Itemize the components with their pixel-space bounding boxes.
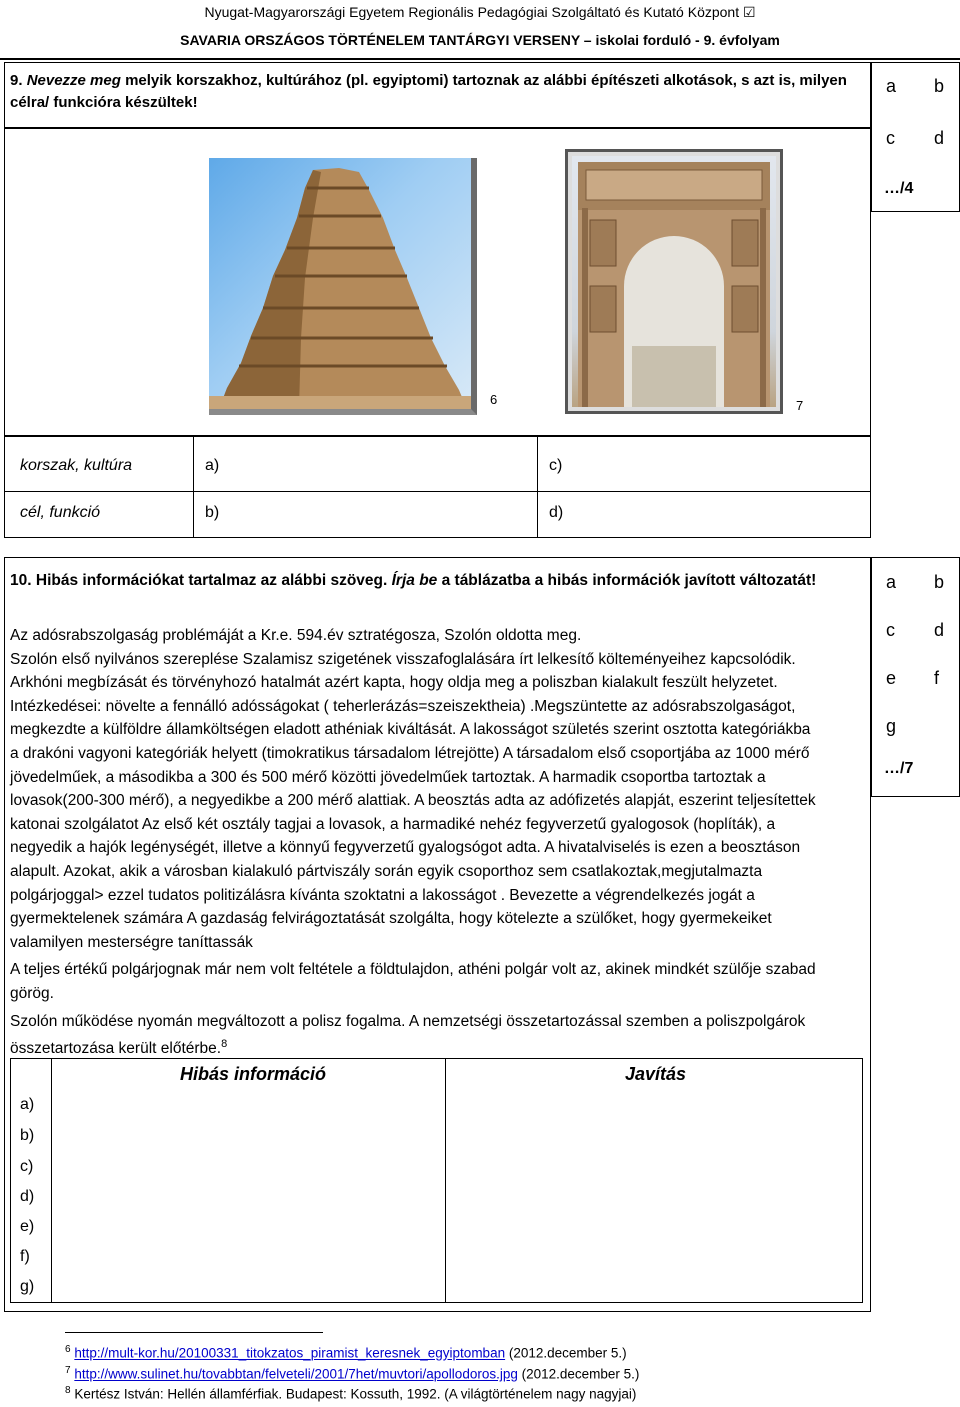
triumphal-arch-drawing [572, 156, 776, 407]
header-rule [0, 58, 960, 60]
q10-text-line: gyermektelenek számára A gazdaság felvirágoztatását szolgálta, hogy kötelezte a szülőket, hogy gyermekeiket [10, 910, 772, 928]
q10-score-letter-f: f [934, 668, 940, 688]
footnote-ref-8: 8 [221, 1038, 228, 1051]
q10-text-line: Szolón működése nyomán megváltozott a polisz fogalma. A nemzetségi összetartozással szemben a poliszpolgárok [10, 1012, 806, 1030]
q10-text-line: Arkhóni megbízását és törvényhozó hatalmát azért kapta, hogy oldja meg a poliszban kialakult feszült helyzetet. [10, 674, 778, 692]
step-pyramid-drawing [209, 158, 471, 409]
q10-text-line-last [10, 1033, 861, 1061]
q9-score-letter-c: c [886, 128, 895, 148]
footnote-6-link[interactable]: http://mult-kor.hu/20100331_titokzatos_piramist_keresnek_egyiptomban [74, 1345, 506, 1361]
q9-row1-answer-c-cell[interactable] [537, 436, 871, 492]
footnote-7-link[interactable]: http://www.sulinet.hu/tovabbtan/felveteli/2001/7het/muvtori/apollodoros.jpg [74, 1366, 518, 1382]
q10-title-text: Hibás információkat tartalmaz az alábbi szöveg. [31, 572, 392, 589]
q10-text-last: összetartozása került előtérbe. [10, 1040, 222, 1058]
q9-title-text: melyik korszakhoz, kultúrához (pl. egyiptomi) tartoznak az alábbi építészeti alkotások, s azt is, milyen célra/ funkcióra készültek! [10, 72, 847, 111]
q10-table-wrong-info-column[interactable] [51, 1058, 446, 1303]
q9-row2-col1: b) [205, 504, 220, 521]
q10-score-letter-b: b [934, 572, 945, 592]
q10-table-correction-column[interactable] [445, 1058, 863, 1303]
q10-table-header-wrong: Hibás információ [180, 1064, 327, 1084]
q10-score: …/7 [884, 760, 914, 777]
q10-text-line: Az adósrabszolgaság problémáját a Kr.e. 594.év sztratégosza, Szolón oldotta meg. [10, 627, 582, 644]
footnote-7 [65, 1365, 639, 1382]
q10-row-label-e: e) [20, 1218, 35, 1235]
q10-row-label-b: b) [20, 1127, 35, 1144]
q10-text-line: A teljes értékű polgárjognak már nem volt feltétele a földtulajdon, athéni polgár volt az, akinek mindkét szülője szabad [10, 961, 816, 979]
q10-text-line: megkezdte a külföldre államköltségen eladott athéniak kiváltását. A lakosságot születés szerint osztotta kategóriákba [10, 721, 811, 739]
q10-table-header-fix: Javítás [625, 1064, 687, 1084]
q10-row-label-c: c) [20, 1158, 34, 1175]
q10-text-line: jövedelműek, a másodikba a 300 és 500 mérő közötti jövedelműek tartoztak. A harmadik csoportba tartoztak a [10, 768, 766, 786]
q10-title-rest: a táblázatba a hibás információk javított változatát! [437, 572, 817, 589]
q10-score-letter-e: e [886, 668, 897, 688]
q9-row1-col1: a) [205, 457, 220, 474]
q10-text-line: lovasok(200-300 mérő), a negyedikbe a 200 mérő alattiak. A beosztás adta az adófizetés alapját, eszerint teljesítettek [10, 792, 816, 810]
q9-score-letter-d: d [934, 128, 945, 148]
institution-header: Nyugat-Magyarországi Egyetem Regionális Pedagógiai Szolgáltató és Kutató Központ ☑ [204, 4, 756, 20]
q10-score-letter-d: d [934, 620, 945, 640]
footnote-8-mark: 8 [65, 1385, 71, 1396]
q10-row-label-d: d) [20, 1188, 35, 1205]
q10-text-line: Szolón első nyilvános szereplése Szalamisz szigetének visszafoglalására írt lelkesítő költeményeihez kapcsolódik. [10, 650, 796, 668]
step-pyramid-image [209, 158, 477, 415]
q10-number: 10. [10, 572, 32, 589]
q10-text-line: a drakóni vagyoni kategóriák helyett (timokratikus társadalom létrejötte) A társadalom első csoportjába az 1000 mérő [10, 744, 810, 762]
q10-text-line: alapult. Azokat, akik a városban kialakuló pártviszály során egyik csoporthoz sem csatlakoztak,megjutalmazta [10, 862, 763, 880]
q10-text-line: görög. [10, 984, 54, 1002]
image1-caption: 6 [490, 392, 498, 407]
footnote-6-mark: 6 [65, 1344, 71, 1355]
q9-row1-label: korszak, kultúra [20, 457, 133, 474]
footnote-6 [65, 1344, 627, 1361]
q10-text-line: negyedik a hajók legénységét, illetve a könnyű fegyverzetű gyalogsógot adta. A hivatalviselés is ezen a beosztáson [10, 839, 801, 857]
q10-row-label-f: f) [20, 1248, 30, 1265]
q10-row-label-a: a) [20, 1096, 35, 1113]
q10-row-label-g: g) [20, 1278, 35, 1295]
q10-text-line: katonai szolgálatot Az első két osztály tagjai a lovasok, a harmadiké nehéz fegyverzetű gyalogosok (hoplíták), a [10, 815, 776, 833]
q9-number: 9. [10, 72, 23, 89]
q10-score-letter-a: a [886, 572, 897, 592]
q9-row2-label: cél, funkció [20, 504, 101, 521]
q10-text-line: Intézkedései: növelte a fennálló adósságokat ( teherlerázás=szeiszektheia) .Megszüntette az adósrabszolgaságot, [10, 697, 796, 715]
footnote-8-text: Kertész István: Hellén államférfiak. Budapest: Kossuth, 1992. (A világtörténelem nagy nagyjai) [74, 1386, 637, 1402]
q9-score-letter-b: b [934, 76, 945, 96]
image2-caption: 7 [796, 398, 804, 413]
q9-row1-answer-a-cell[interactable] [193, 436, 538, 492]
q10-text-line: valamilyen mesterségre taníttassák [10, 933, 253, 951]
footnote-6-date: (2012.december 5.) [505, 1345, 627, 1361]
q10-table-label-column [10, 1058, 52, 1303]
footnote-separator [65, 1332, 323, 1333]
q10-score-letter-c: c [886, 620, 895, 640]
q10-title [10, 570, 861, 592]
q9-score-letter-a: a [886, 76, 897, 96]
q9-title-italic: Nevezze meg [26, 72, 121, 89]
q10-text [10, 624, 861, 1061]
q10-title-italic: Írja be [391, 572, 438, 589]
q9-score: …/4 [884, 180, 914, 197]
footnote-7-mark: 7 [65, 1365, 71, 1376]
q10-text-line: polgárjoggal> ezzel tudatos politizálásra kívánta szoktatni a lakosságot . Bevezette a végrendelkezés jogát a [10, 886, 755, 904]
q9-title [10, 70, 868, 114]
q9-row2-answer-b-cell[interactable] [193, 491, 538, 538]
footnote-7-date: (2012.december 5.) [517, 1366, 640, 1382]
q9-row1-col2: c) [549, 457, 563, 474]
competition-header: SAVARIA ORSZÁGOS TÖRTÉNELEM TANTÁRGYI VERSENY – iskolai forduló - 9. évfolyam [180, 32, 780, 48]
q10-score-letter-g: g [886, 716, 897, 736]
footnote-8 [65, 1385, 636, 1402]
q9-row2-col2: d) [549, 504, 564, 521]
triumphal-arch-image [568, 152, 780, 411]
q9-row2-answer-d-cell[interactable] [537, 491, 871, 538]
